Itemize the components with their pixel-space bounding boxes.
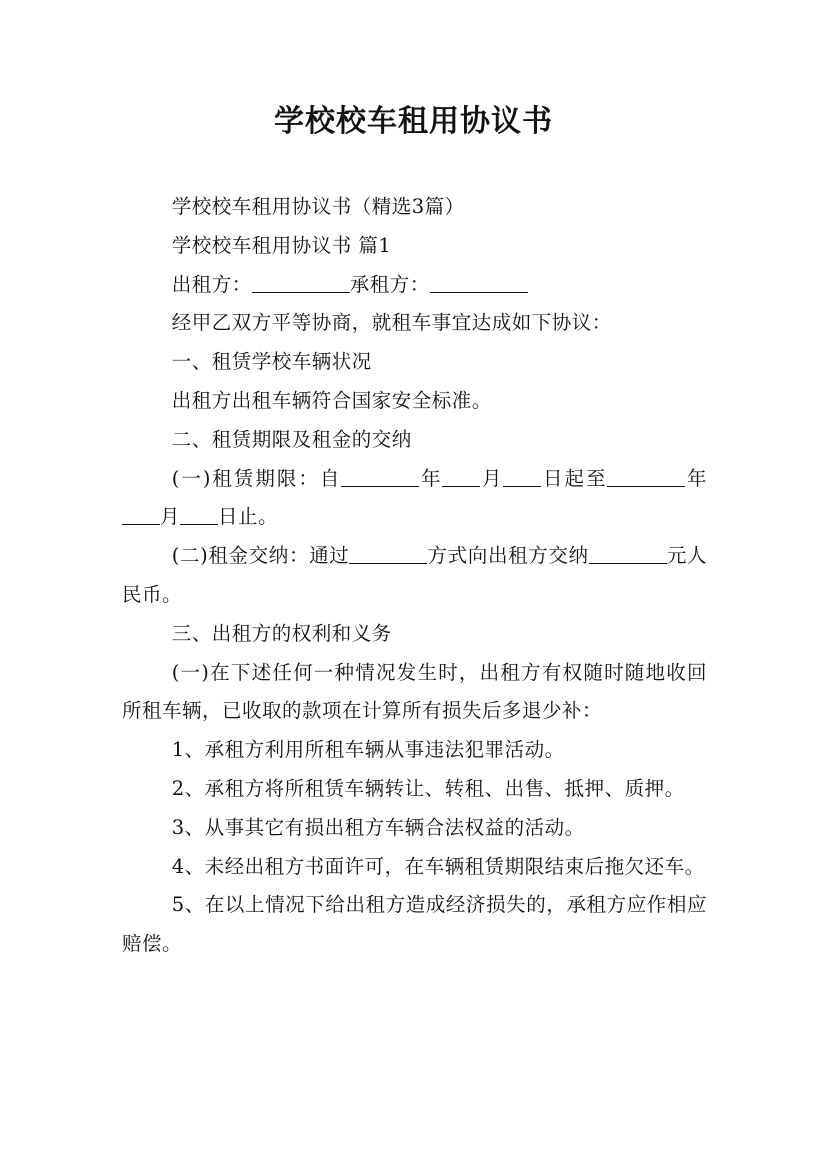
paragraph-subtitle: 学校校车租用协议书（精选3篇）: [171, 195, 465, 218]
lessor-blank: [252, 270, 350, 293]
paragraph-heading-2: 二、租赁期限及租金的交纳: [171, 427, 412, 451]
paragraph-item-1: 1、承租方利用所租车辆从事违法犯罪活动。: [171, 738, 565, 762]
paragraph-item-3: 3、从事其它有损出租方车辆合法权益的活动。: [171, 815, 585, 839]
paragraph-heading-1: 一、租赁学校车辆状况: [171, 350, 372, 374]
end-text: 日止。: [218, 505, 279, 529]
paragraph-heading-3: 三、出租方的权利和义务: [171, 621, 392, 645]
year-text: 年: [419, 466, 443, 490]
paragraph-rent-payment: [122, 537, 707, 615]
day-to-text: 日起至: [541, 466, 608, 490]
lease-term-label: (一)租赁期限：自: [171, 466, 342, 490]
lessee-label: 承租方：: [349, 272, 430, 296]
end-day-blank: [180, 502, 218, 525]
end-year-blank: [607, 464, 685, 487]
month-text: 月: [480, 466, 504, 490]
currency-text: 元人民币。: [122, 544, 707, 606]
paragraph-item-2: 2、承租方将所租赁车辆转让、转租、出售、抵押、质押。: [171, 776, 685, 800]
document-title: 学校校车租用协议书: [274, 104, 553, 139]
paragraph-item-5: 5、在以上情况下给出租方造成经济损失的，承租方应作相应赔偿。: [122, 893, 707, 956]
paragraph-lease-term: [122, 460, 707, 538]
paragraph-parties: [122, 266, 707, 305]
start-month-blank: [442, 464, 480, 487]
rent-payment-label: (二)租金交纳：通过: [171, 544, 350, 568]
start-year-blank: [341, 464, 419, 487]
payment-method-blank: [349, 541, 427, 564]
paragraph-recall-rights: (一)在下述任何一种情况发生时，出租方有权随时随地收回所租车辆，已收取的款项在计算所有损失后多退少补：: [122, 660, 707, 723]
end-month-blank: [122, 502, 160, 525]
year-text: 年: [685, 466, 707, 490]
start-day-blank: [503, 464, 541, 487]
paragraph-section-heading: 学校校车租用协议书 篇1: [171, 233, 392, 257]
document-body: [122, 188, 707, 964]
paragraph-agreement-intro: 经甲乙双方平等协商，就租车事宜达成如下协议：: [171, 311, 612, 335]
payment-text: 方式向出租方交纳: [427, 544, 589, 568]
paragraph-vehicle-standard: 出租方出租车辆符合国家安全标准。: [171, 388, 492, 412]
paragraph-item-4: 4、未经出租方书面许可，在车辆租赁期限结束后拖欠还车。: [171, 854, 705, 878]
lessor-label: 出租方：: [171, 272, 252, 296]
amount-blank: [589, 541, 667, 564]
lessee-blank: [430, 270, 528, 293]
month-text: 月: [160, 505, 181, 529]
